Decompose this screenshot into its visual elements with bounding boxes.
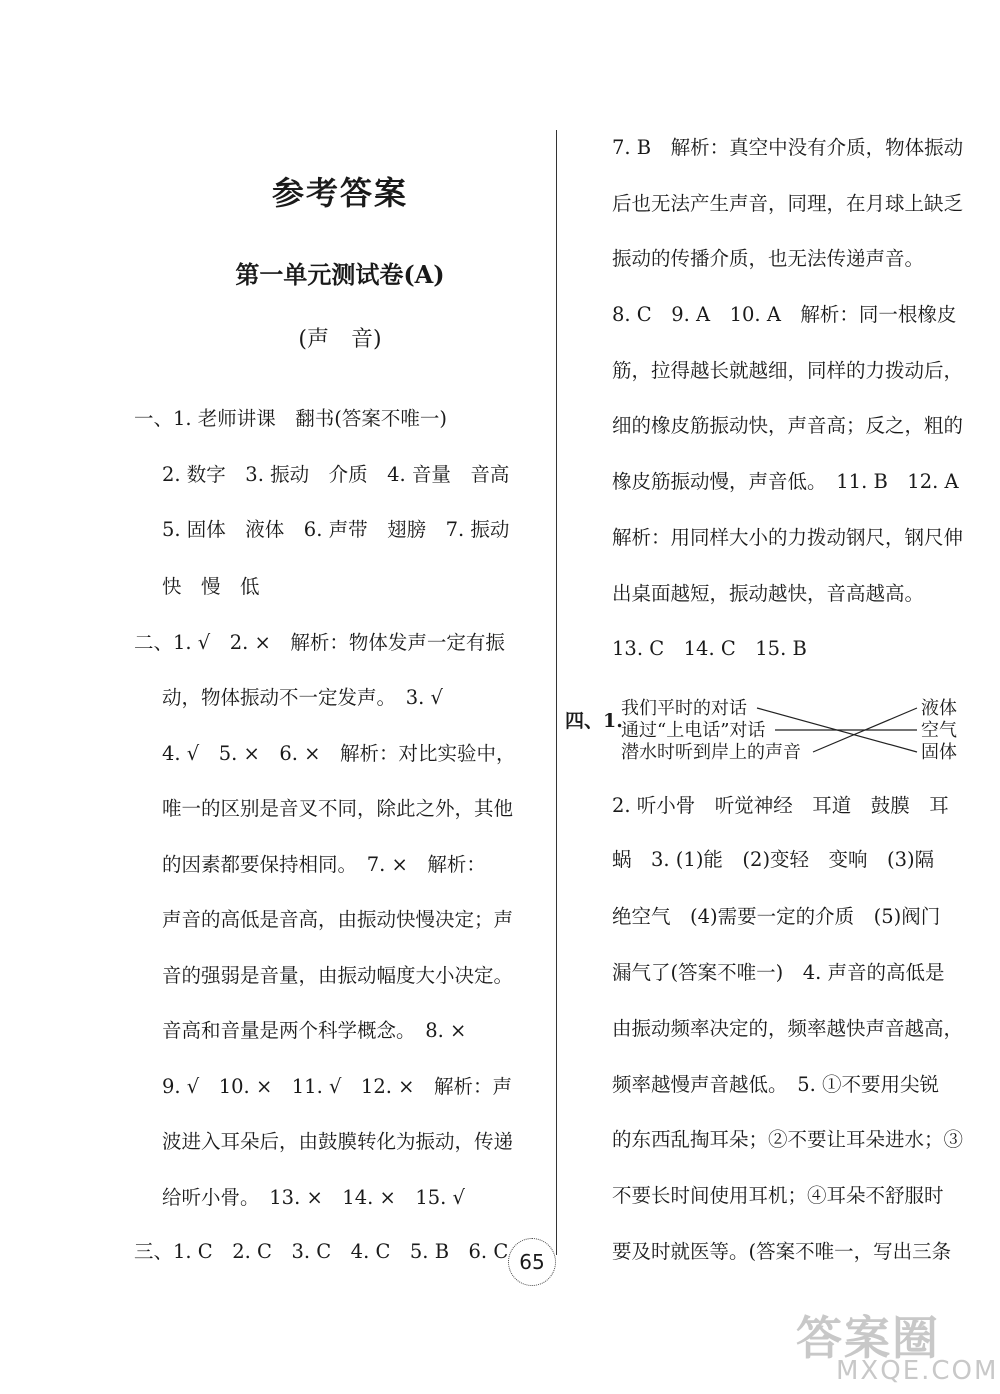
matching-prefix: 四、1. xyxy=(565,710,623,732)
answer-line: 解析：用同样大小的力拨动钢尺，钢尺伸 xyxy=(612,526,964,549)
answer-line: 的东西乱掏耳朵；②不要让耳朵进水；③ xyxy=(612,1128,964,1151)
answer-line: 音高和音量是两个科学概念。 8. × xyxy=(162,1019,467,1042)
answer-line: 唯一的区别是音叉不同，除此之外，其他 xyxy=(162,797,514,820)
answer-line: 橡皮筋振动慢，声音低。 11. B 12. A xyxy=(612,470,959,493)
answer-line: 动，物体振动不一定发声。 3. √ xyxy=(162,686,443,709)
answer-line: 音的强弱是音量，由振动幅度大小决定。 xyxy=(162,964,514,987)
matching-right-item: 固体 xyxy=(921,742,957,763)
matching-left-item: 我们平时的对话 xyxy=(621,698,747,719)
answer-line: 4. √ 5. × 6. × 解析：对比实验中， xyxy=(162,742,516,765)
answer-line: 振动的传播介质，也无法传递声音。 xyxy=(612,247,925,270)
answer-line: 绝空气 (4)需要一定的介质 (5)阀门 xyxy=(612,905,941,928)
answer-line: 快 慢 低 xyxy=(162,575,260,598)
matching-left-item: 潜水时听到岸上的声音 xyxy=(621,742,801,763)
unit-test-title: 第一单元测试卷(A) xyxy=(235,260,445,289)
answer-line: 出桌面越短，振动越快，音高越高。 xyxy=(612,582,925,605)
answer-line: 漏气了(答案不唯一) 4. 声音的高低是 xyxy=(612,961,945,984)
topic-label: (声 音) xyxy=(298,327,382,352)
answer-line: 要及时就医等。(答案不唯一，写出三条 xyxy=(612,1240,952,1263)
column-divider xyxy=(556,130,557,1255)
matching-exercise xyxy=(565,696,985,766)
page-title: 参考答案 xyxy=(271,174,408,212)
answer-line: 三、1. C 2. C 3. C 4. C 5. B 6. C xyxy=(134,1240,509,1263)
answer-line: 由振动频率决定的，频率越快声音越高， xyxy=(612,1017,964,1040)
matching-right-item: 空气 xyxy=(921,720,957,741)
matching-left-item: 通过“上电话”对话 xyxy=(621,720,766,741)
answer-line: 筋，拉得越长就越细，同样的力拨动后， xyxy=(612,359,964,382)
answer-line: 9. √ 10. × 11. √ 12. × 解析：声 xyxy=(162,1075,512,1098)
answer-line: 7. B 解析：真空中没有介质，物体振动 xyxy=(612,136,964,159)
watermark-url: MXQE.COM xyxy=(836,1356,999,1386)
watermark-logo xyxy=(796,1302,999,1392)
answer-line: 后也无法产生声音，同理，在月球上缺乏 xyxy=(612,192,964,215)
answer-line: 2. 听小骨 听觉神经 耳道 鼓膜 耳 xyxy=(612,794,949,817)
answer-line: 蜗 3. (1)能 (2)变轻 变响 (3)隔 xyxy=(612,848,935,871)
answer-line: 5. 固体 液体 6. 声带 翅膀 7. 振动 xyxy=(162,518,510,541)
answer-line: 13. C 14. C 15. B xyxy=(612,637,807,660)
answer-line: 不要长时间使用耳机；④耳朵不舒服时 xyxy=(612,1184,944,1207)
watermark-mark: 答案圈 xyxy=(796,1311,940,1365)
answer-line: 频率越慢声音越低。 5. ①不要用尖锐 xyxy=(612,1073,940,1096)
answer-line: 给听小骨。 13. × 14. × 15. √ xyxy=(162,1186,465,1209)
answer-line: 的因素都要保持相同。 7. × 解析： xyxy=(162,853,486,876)
answer-line: 细的橡皮筋振动快，声音高；反之，粗的 xyxy=(612,414,964,437)
answer-line: 2. 数字 3. 振动 介质 4. 音量 音高 xyxy=(162,463,510,486)
answer-line: 二、1. √ 2. × 解析：物体发声一定有振 xyxy=(134,631,505,654)
page-number: 65 xyxy=(508,1238,556,1286)
matching-lines xyxy=(565,696,985,766)
answer-line: 8. C 9. A 10. A 解析：同一根橡皮 xyxy=(612,303,957,326)
answer-line: 一、1. 老师讲课 翻书(答案不唯一) xyxy=(134,407,448,430)
answer-line: 波进入耳朵后，由鼓膜转化为振动，传递 xyxy=(162,1130,514,1153)
answer-line: 声音的高低是音高，由振动快慢决定；声 xyxy=(162,908,514,931)
matching-right-item: 液体 xyxy=(921,698,957,719)
